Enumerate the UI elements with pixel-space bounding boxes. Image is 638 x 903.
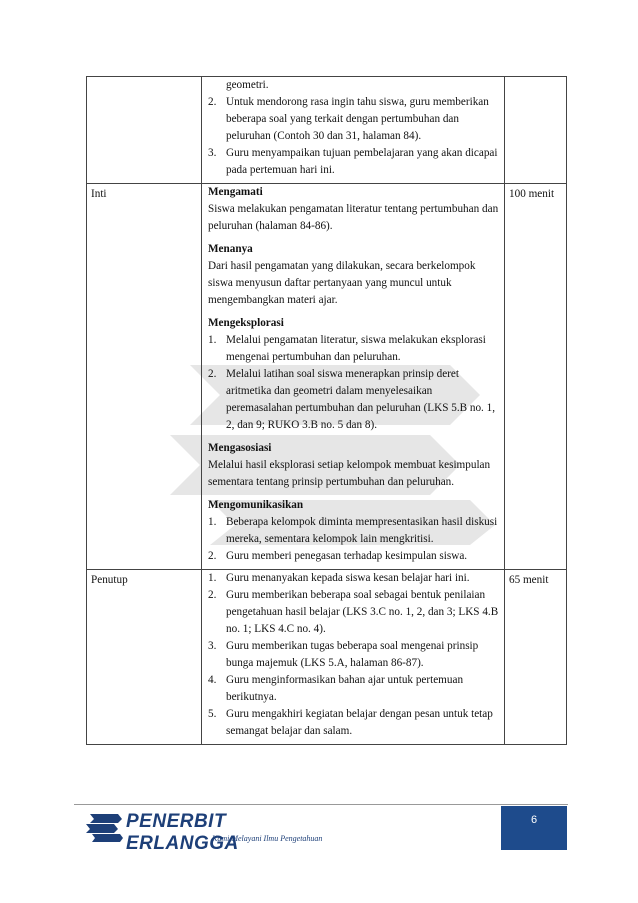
time-cell: 65 menit xyxy=(505,570,567,745)
section-heading: Mengasosiasi xyxy=(208,442,272,454)
section-text: Dari hasil pengamatan yang dilakukan, secara berkelompok siswa menyusun daftar pertanyaan yang muncul untuk mengembangkan materi ajar. xyxy=(208,260,476,306)
section-menanya xyxy=(208,241,500,309)
stage-cell: Penutup xyxy=(87,570,202,745)
list-item: 2. Untuk mendorong rasa ingin tahu siswa, guru memberikan beberapa soal yang terkait dengan pertumbuhan dan peluruhan (Contoh 30 dan 31, halaman 84). xyxy=(208,96,489,142)
table-row xyxy=(87,184,567,570)
activity-cell xyxy=(202,570,505,745)
list-item: 4. Guru menginformasikan bahan ajar untuk pertemuan berikutnya. xyxy=(208,674,464,703)
stage-cell xyxy=(87,77,202,184)
list-item: 2. Melalui latihan soal siswa menerapkan prinsip deret aritmetika dan geometri dalam menyelesaikan peremasalahan pertumbuhan dan peluruhan (LKS 5.B no. 1, 2, dan 9; RUKO 3.B no. 5 dan 8). xyxy=(208,368,496,431)
list-item: 3. Guru memberikan tugas beberapa soal mengenai prinsip bunga majemuk (LKS 5.A, halaman 86-87). xyxy=(208,640,479,669)
section-mengeksplorasi xyxy=(208,315,500,434)
section-heading: Mengamati xyxy=(208,186,263,198)
time-cell: 100 menit xyxy=(505,184,567,570)
section-heading: Mengeksplorasi xyxy=(208,317,284,329)
list-item: 1. Melalui pengamatan literatur, siswa melakukan eksplorasi mengenai pertumbuhan dan peluruhan. xyxy=(208,334,486,363)
section-text: Melalui hasil eksplorasi setiap kelompok membuat kesimpulan sementara tentang prinsip pertumbuhan dan peluruhan. xyxy=(208,459,491,488)
list-item: 1. Guru menanyakan kepada siswa kesan belajar hari ini. xyxy=(208,572,470,584)
publisher-name: PENERBIT ERLANGGA xyxy=(126,811,239,854)
activity-cell xyxy=(202,184,505,570)
section-mengamati xyxy=(208,184,500,235)
lesson-plan-table xyxy=(86,76,567,745)
activity-cell xyxy=(202,77,505,184)
table-row xyxy=(87,570,567,745)
book-stack-icon xyxy=(84,812,124,842)
numbered-list xyxy=(208,514,500,565)
opening-list xyxy=(208,77,500,179)
list-item: 5. Guru mengakhiri kegiatan belajar dengan pesan untuk tetap semangat belajar dan salam. xyxy=(208,708,493,737)
publisher-logo xyxy=(84,808,344,854)
section-mengomunikasikan xyxy=(208,497,500,565)
table-row xyxy=(87,77,567,184)
list-item: 1. Beberapa kelompok diminta mempresentasikan hasil diskusi mereka, sementara kelompok lain mengkritisi. xyxy=(208,516,498,545)
list-item: geometri. xyxy=(226,79,269,91)
numbered-list xyxy=(208,332,500,434)
list-item: 2. Guru memberikan beberapa soal sebagai bentuk penilaian pengetahuan hasil belajar (LKS 3.C no. 1, 2, dan 3; LKS 4.B no. 1; LKS 4.C no. 4). xyxy=(208,589,499,635)
section-heading: Mengomunikasikan xyxy=(208,499,304,511)
list-item: 3. Guru menyampaikan tujuan pembelajaran yang akan dicapai pada pertemuan hari ini. xyxy=(208,147,498,176)
page-number: 6 xyxy=(501,806,567,850)
section-mengasosiasi xyxy=(208,440,500,491)
publisher-tagline: Kami Melayani Ilmu Pengetahuan xyxy=(212,834,323,843)
stage-cell: Inti xyxy=(87,184,202,570)
footer-divider xyxy=(74,804,568,805)
section-text: Siswa melakukan pengamatan literatur tentang pertumbuhan dan peluruhan (halaman 84-86). xyxy=(208,203,499,232)
list-item: 2. Guru memberi penegasan terhadap kesimpulan siswa. xyxy=(208,550,468,562)
time-cell xyxy=(505,77,567,184)
closing-list xyxy=(208,570,500,740)
section-heading: Menanya xyxy=(208,243,253,255)
